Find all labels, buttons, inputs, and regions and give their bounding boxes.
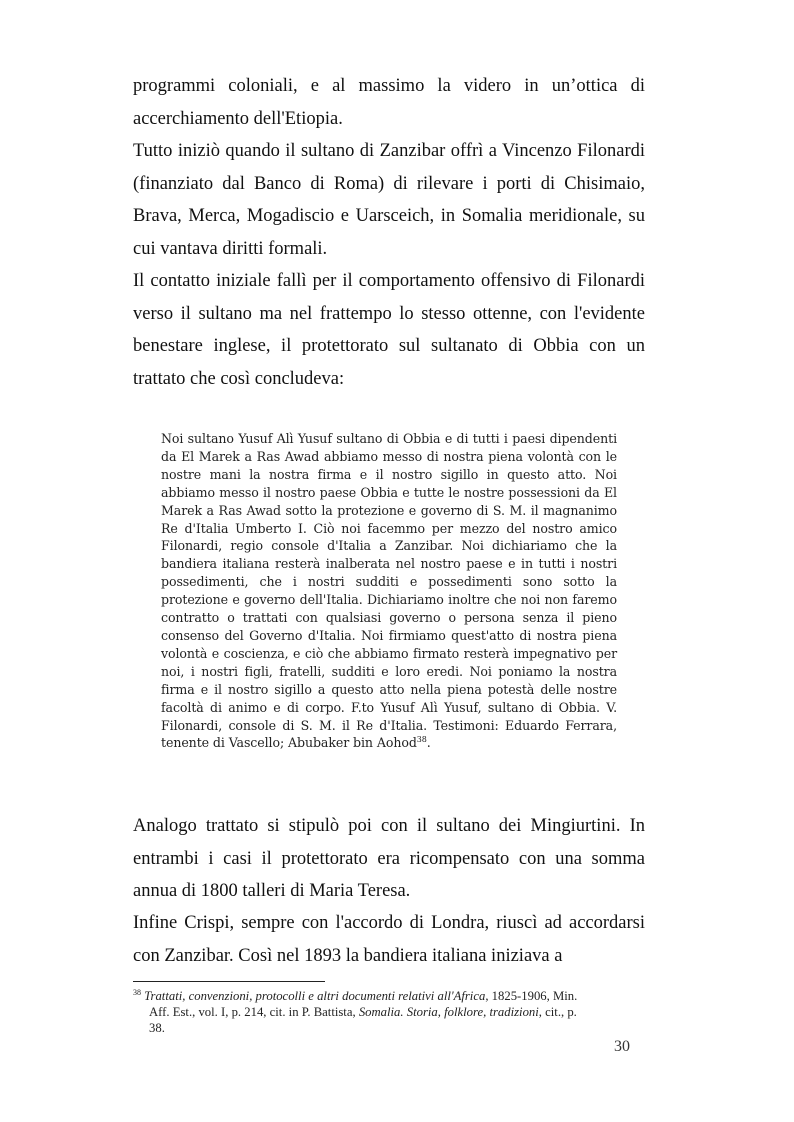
paragraph-colonial-programs: programmi coloniali, e al massimo la videro in un’ottica di accerchiamento dell'Etiopia. [133,76,645,129]
paragraph-obbia-protectorate: Il contatto iniziale fallì per il comportamento offensivo di Filonardi verso il sultano ma nel frattempo lo stesso ottenne, con l'evidente benestare inglese, il protettorato sul sultanato di Obbia con un trattato che così concludeva: [133,271,645,389]
footnote [133,988,633,1036]
footnote-reference: 38 [416,735,427,745]
footnote-number: 38 [133,987,141,997]
footnote-after-title: , 1825-1906, Min. [485,989,578,1003]
page-number: 30 [614,1038,630,1055]
footnote-title: Trattati, convenzioni, protocolli e altri documenti relativi all'Africa [144,989,486,1003]
paragraph-zanzibar-sultan: Tutto iniziò quando il sultano di Zanzibar offrì a Vincenzo Filonardi (finanziato dal Banco di Roma) di rilevare i porti di Chisimaio, Brava, Merca, Mogadiscio e Uarsceich, in Somalia meridionale, su cui vantava diritti formali. [133,141,645,259]
footnote-line-2 [133,1004,633,1020]
treaty-quote-block [161,430,617,752]
paragraph-crispi-zanzibar: Infine Crispi, sempre con l'accordo di Londra, riuscì ad accordarsi con Zanzibar. Così nel 1893 la bandiera italiana iniziava a [133,913,645,966]
paragraph-mingiurtini-treaty: Analogo trattato si stipulò poi con il sultano dei Mingiurtini. In entrambi i casi il protettorato era ricompensato con una somma annua di 1800 talleri di Maria Teresa. [133,816,645,901]
footnote-book-title: Somalia. Storia, folklore, tradizioni [358,1005,539,1019]
footnote-separator [133,981,325,982]
footnote-line2-start: Aff. Est., vol. I, p. 214, cit. in P. Battista, [149,1005,359,1019]
treaty-quote-end: . [426,735,431,751]
treaty-quote-text: Noi sultano Yusuf Alì Yusuf sultano di Obbia e di tutti i paesi dipendenti da El Marek a Ras Awad abbiamo messo di nostra piena volontà con le nostre mani la nostra firma e il nostro sigillo in questo atto. Noi abbiamo messo il nostro paese Obbia e tutte le nostre possessioni da El Marek a Ras Awad sotto la protezione e governo di S. M. il magnanimo Re d'Italia Umberto I. Ciò noi facemmo per mezzo del nostro amico Filonardi, regio console d'Italia a Zanzibar. Noi dichiariamo che la bandiera italiana resterà inalberata nel nostro paese e in tutti i nostri possedimenti, che i nostri sudditi e possedimenti sono sotto la protezione e governo dell'Italia. Dichiariamo inoltre che noi non faremo contratto o trattati con qualsiasi governo o persona senza il pieno consenso del Governo d'Italia. Noi firmiamo quest'atto di nostra piena volontà e coscienza, e ciò che abbiamo firmato resterà impegnativo per noi, i nostri figli, fratelli, sudditi e loro eredi. Noi poniamo la nostra firma e il nostro sigillo a questo atto nella piena potestà delle nostre facoltà di animo e di corpo. F.to Yusuf Alì Yusuf, sultano di Obbia. V. Filonardi, console di S. M. il Re d'Italia. Testimoni: Eduardo Ferrara, tenente di Vascello; Abubaker bin Aohod [161,431,617,751]
footnote-line-3: 38. [149,1021,165,1035]
footnote-line2-end: , cit., p. [538,1005,577,1019]
